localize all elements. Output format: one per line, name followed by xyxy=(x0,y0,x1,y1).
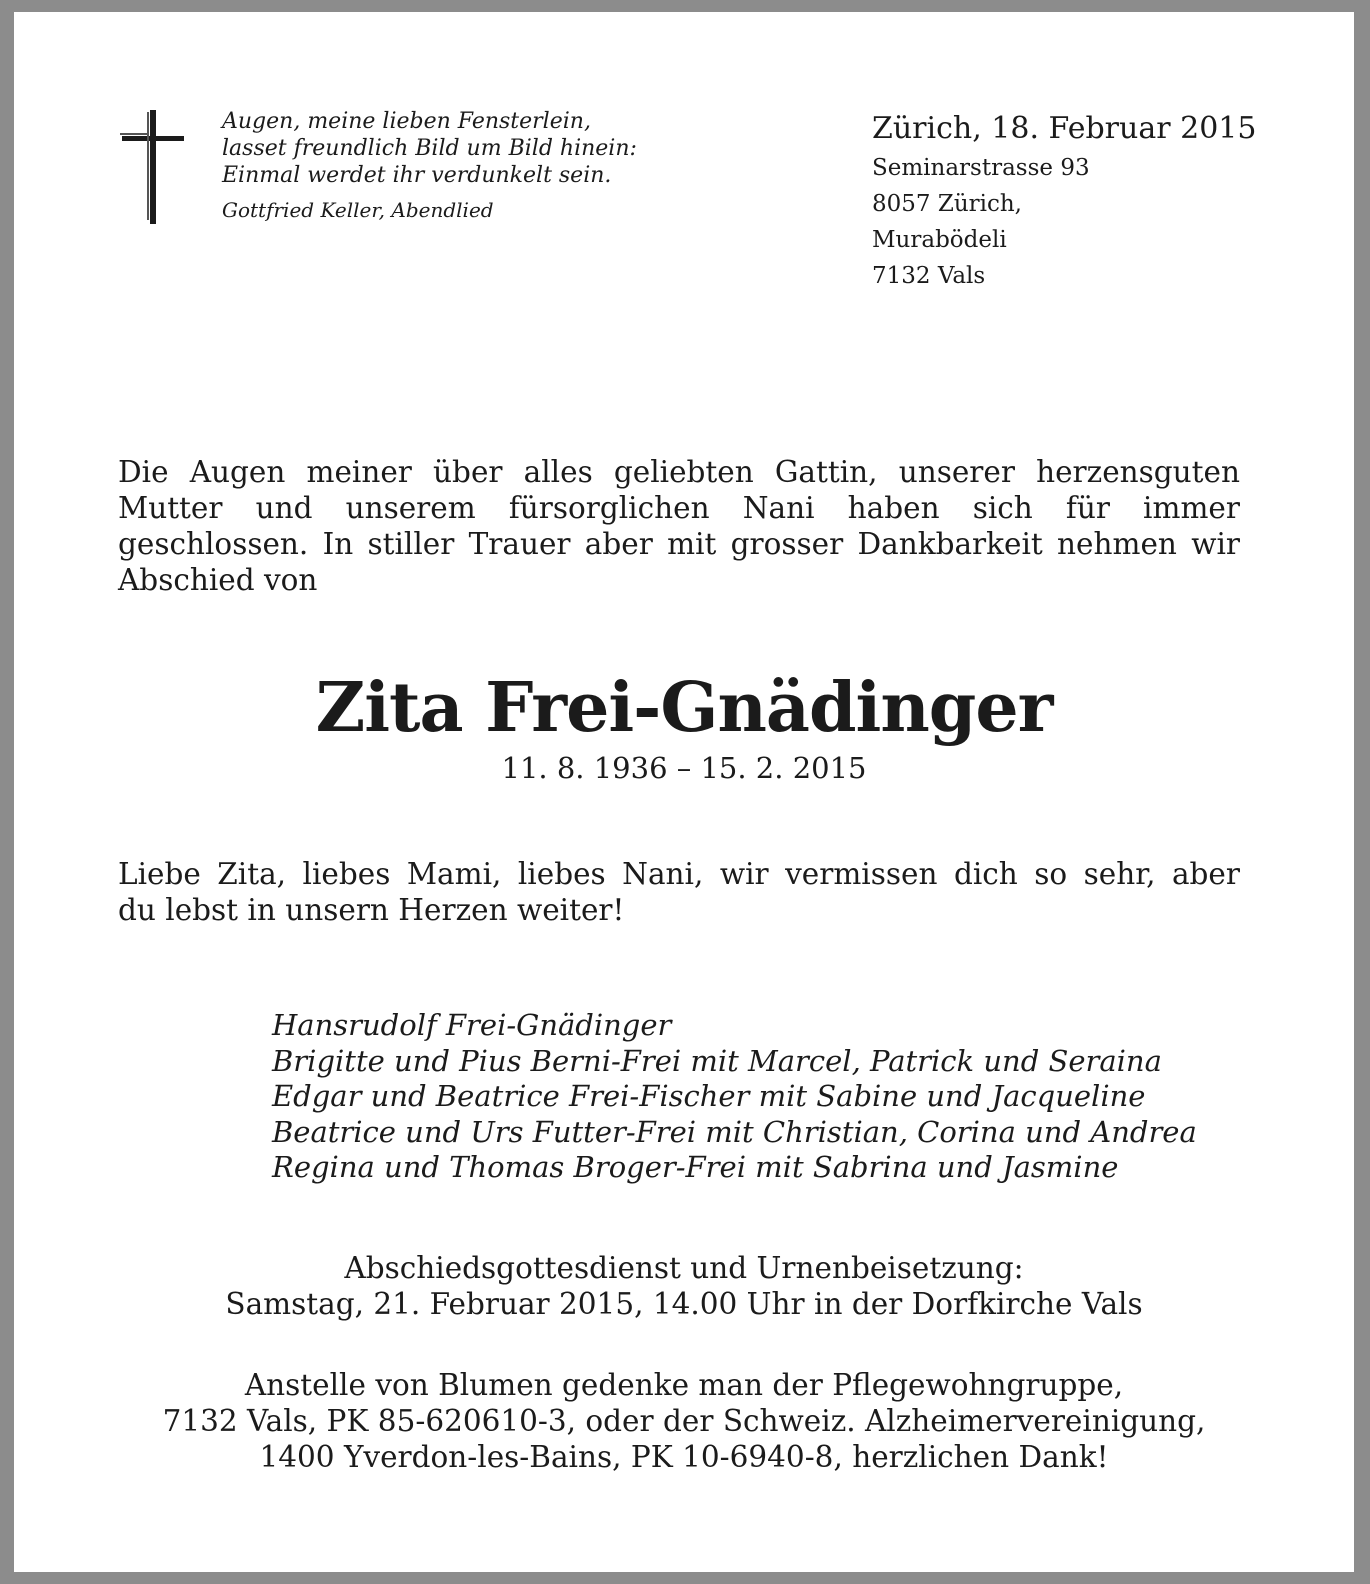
family-member: Brigitte und Pius Berni-Frei mit Marcel, Patrick und Seraina xyxy=(272,1043,1162,1078)
address-line: Seminarstrasse 93 xyxy=(872,155,1090,181)
quote-line: lasset freundlich Bild um Bild hinein: xyxy=(222,136,637,161)
intro-line: Die Augen meiner über alles geliebten Gattin, unserer herzensguten xyxy=(118,455,1240,489)
quote-author: Gottfried Keller, Abendlied xyxy=(222,198,494,222)
farewell-line: Liebe Zita, liebes Mami, liebes Nani, wir vermissen dich so sehr, aber xyxy=(118,857,1240,891)
service-line: Samstag, 21. Februar 2015, 14.00 Uhr in der Dorfkirche Vals xyxy=(225,1287,1143,1321)
family-member: Regina und Thomas Broger-Frei mit Sabrina und Jasmine xyxy=(272,1150,1119,1184)
intro-text xyxy=(118,454,1240,598)
deceased-name: Zita Frei-Gnädinger xyxy=(315,668,1053,748)
farewell-line: du lebst in unsern Herzen weiter! xyxy=(118,893,625,927)
service-line: Abschiedsgottesdienst und Urnenbeisetzung: xyxy=(344,1251,1024,1285)
quote-line: Augen, meine lieben Fensterlein, xyxy=(222,109,591,134)
family-member: Edgar und Beatrice Frei-Fischer mit Sabine und Jacqueline xyxy=(272,1079,1146,1113)
family-list xyxy=(272,1008,1197,1186)
address-line: 7132 Vals xyxy=(872,263,986,289)
cross-icon xyxy=(118,110,188,224)
life-dates: 11. 8. 1936 – 15. 2. 2015 xyxy=(501,751,867,785)
donation-line: 1400 Yverdon-les-Bains, PK 10-6940-8, herzlichen Dank! xyxy=(259,1440,1109,1474)
obituary-page xyxy=(14,12,1354,1572)
address-line: Murabödeli xyxy=(872,227,1007,253)
intro-line: Mutter und unserem fürsorglichen Nani haben sich für immer xyxy=(118,491,1240,525)
donation-info xyxy=(14,1367,1354,1475)
intro-line: Abschied von xyxy=(118,563,318,597)
address-line: 8057 Zürich, xyxy=(872,191,1022,217)
address-block xyxy=(872,108,1256,294)
farewell-text xyxy=(118,856,1240,928)
donation-line: Anstelle von Blumen gedenke man der Pflegewohngruppe, xyxy=(244,1368,1124,1402)
place-date: Zürich, 18. Februar 2015 xyxy=(872,111,1257,146)
intro-line: geschlossen. In stiller Trauer aber mit grosser Dankbarkeit nehmen wir xyxy=(118,527,1240,561)
family-member: Hansrudolf Frei-Gnädinger xyxy=(272,1008,672,1042)
donation-line: 7132 Vals, PK 85-620610-3, oder der Schweiz. Alzheimervereinigung, xyxy=(162,1404,1206,1438)
family-member: Beatrice und Urs Futter-Frei mit Christian, Corina und Andrea xyxy=(272,1114,1197,1149)
service-info xyxy=(14,1250,1354,1322)
quote-line: Einmal werdet ihr verdunkelt sein. xyxy=(222,163,612,188)
epigraph-quote xyxy=(222,108,637,224)
